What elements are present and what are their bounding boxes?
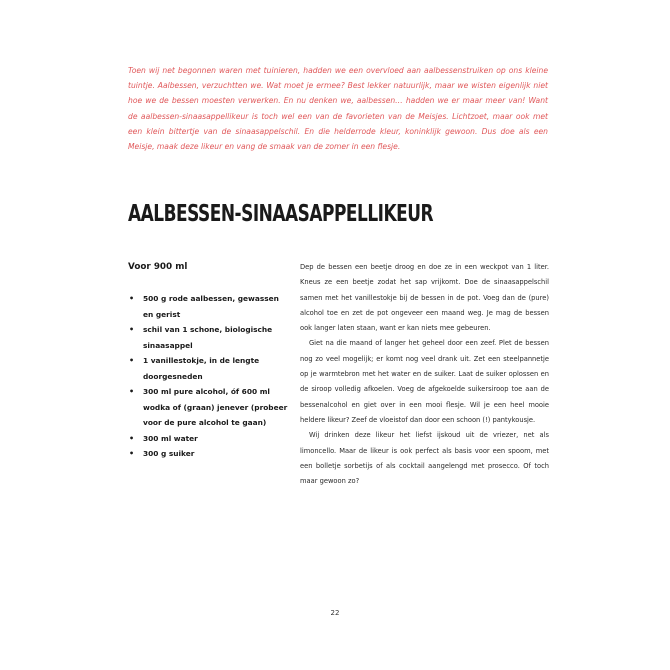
ingredients-column — [128, 260, 288, 462]
ingredient-item — [128, 291, 288, 322]
bullet-icon: • — [129, 356, 135, 365]
ingredient-item — [128, 353, 288, 384]
method-column — [300, 260, 549, 489]
bullet-icon: • — [129, 387, 135, 396]
method-paragraph: Dep de bessen een beetje droog en doe ze in een weckpot van 1 liter. Kneus ze een beetje zodat het sap vrijkomt. Doe de sinaasappelschil samen met het vanillestokje bij de bessen in de pot. Voeg dan de (pure) alcohol toe en zet de pot ongeveer een maand weg. Je mag de bessen ook langer laten staan, want er kan niets mee gebeuren. — [300, 263, 549, 333]
ingredient-text: schil van 1 schone, biologische sinaasappel — [143, 325, 273, 350]
intro-paragraph: Toen wij net begonnen waren met tuinieren, hadden we een overvloed aan aalbessenstruiken op ons kleine tuintje. Aalbessen, verzuchtten we. Wat moet je ermee? Best lekker natuurlijk, maar we wisten eigenlijk niet hoe we de bessen moesten verwerken. En nu denken we, aalbessen… hadden we er maar meer van! Want de aalbessen-sinaasappellikeur is toch wel een van de favorieten van de Meisjes. Lichtzoet, maar ook met een klein bittertje van de sinaasappelschil. En die helderrode kleur, koninklijk gewoon. Dus doe als een Meisje, maak deze likeur en vang de smaak van de zomer in een flesje. — [128, 66, 548, 152]
ingredient-text: 300 g suiker — [143, 449, 195, 458]
bullet-icon: • — [129, 325, 135, 334]
ingredient-text: 300 ml pure alcohol, óf 600 ml wodka of (graan) jenever (probeer voor de pure alcohol te gaan) — [143, 387, 288, 427]
recipe-yield: Voor 900 ml — [128, 262, 188, 272]
ingredient-item — [128, 431, 288, 447]
method-paragraph: Giet na die maand of langer het geheel door een zeef. Plet de bessen nog zo veel mogelijk; er komt nog veel drank uit. Zet een steelpannetje op je warmtebron met het water en de suiker. Laat de suiker oplossen en de siroop volledig afkoelen. Voeg de afgekoelde suikersiroop toe aan de bessenalcohol en giet over in een mooi flesje. Wil je een heel mooie heldere likeur? Zeef de vloeistof dan door een schoon (!) pantykousje. — [300, 339, 549, 424]
ingredient-text: 500 g rode aalbessen, gewassen en gerist — [143, 294, 279, 319]
ingredient-text: 300 ml water — [143, 433, 198, 443]
recipe-title: AALBESSEN-SINAASAPPELLIKEUR — [128, 201, 434, 227]
ingredient-text: 1 vanillestokje, in de lengte doorgesneden — [143, 356, 260, 381]
bullet-icon: • — [129, 294, 135, 303]
bullet-icon: • — [129, 433, 135, 443]
ingredient-item — [128, 322, 288, 353]
ingredient-item — [128, 446, 288, 462]
page-number: 22 — [330, 609, 340, 617]
ingredient-item — [128, 384, 288, 431]
method-paragraph: Wij drinken deze likeur het liefst ijskoud uit de vriezer, net als limoncello. Maar de likeur is ook perfect als basis voor een spoom, met een bolletje sorbetijs of als cocktail aangelengd met prosecco. Of toch maar gewoon zo? — [300, 431, 549, 486]
bullet-icon: • — [129, 449, 135, 458]
ingredient-list — [128, 291, 288, 462]
